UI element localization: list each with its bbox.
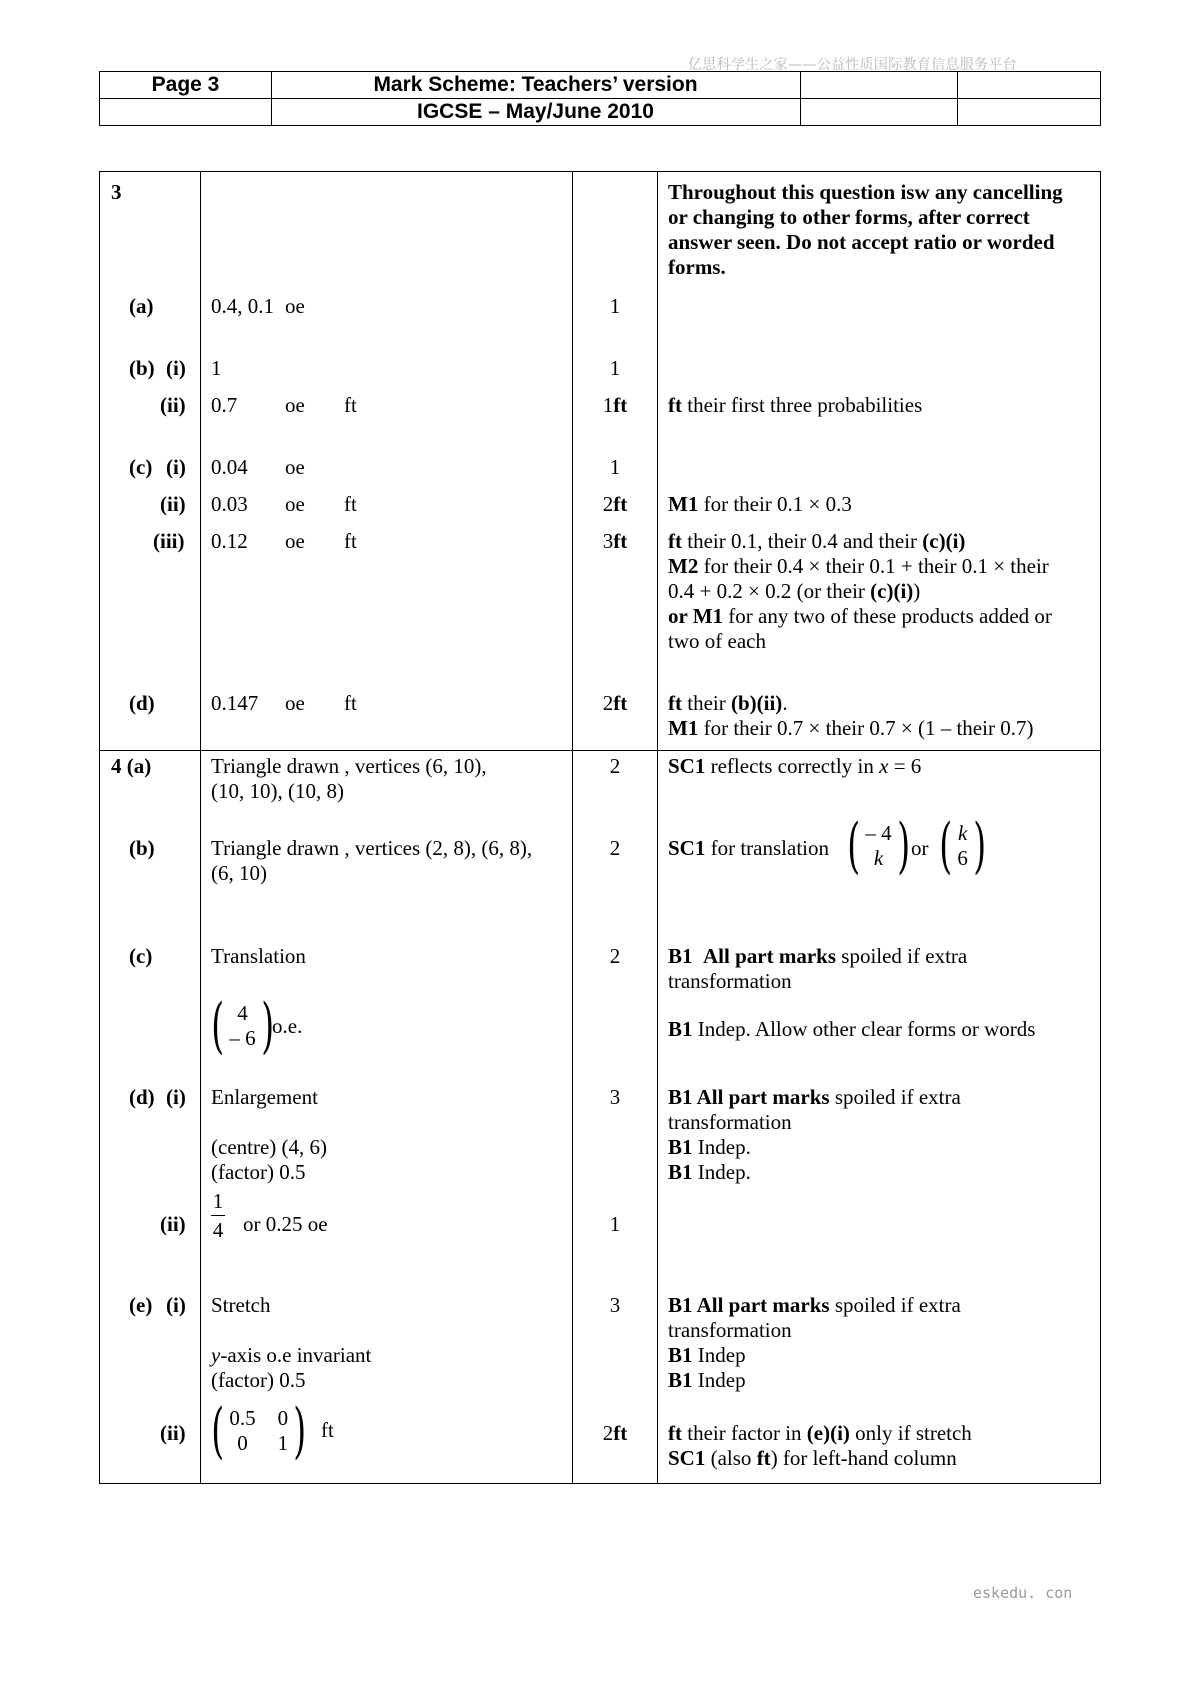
q4ei-answer: Stretch xyxy=(211,1293,271,1317)
q3ci-oe: oe xyxy=(285,455,305,479)
q3-note-line3: answer seen. Do not accept ratio or worded xyxy=(668,230,1055,254)
q4b-answer-2: (6, 10) xyxy=(211,861,267,885)
q3d-comment-2: M1 for their 0.7 × their 0.7 × (1 – their 0.7) xyxy=(668,716,1034,740)
q4b-vector-1: ( – 4 k ) xyxy=(847,811,910,881)
q4di-answer: Enlargement xyxy=(211,1085,318,1109)
q3ciii-comment-3: 0.4 + 0.2 × 0.2 (or their (c)(i)) xyxy=(668,579,921,603)
q4di-comment-3: B1 Indep. xyxy=(668,1135,751,1159)
mark-scheme-table xyxy=(99,171,1101,1484)
q4a-answer-1: Triangle drawn , vertices (6, 10), xyxy=(211,754,487,778)
q4b-comment: SC1 for translation xyxy=(668,836,829,860)
q4dii-fraction: 1 4 xyxy=(212,1189,224,1242)
q4c-comment-1: B1 All part marks spoiled if extra xyxy=(668,944,968,968)
header-table xyxy=(99,71,1101,126)
watermark-bottom: eskedu. con xyxy=(973,1584,1073,1602)
q4c-answer: Translation xyxy=(211,944,306,968)
q3bi-answer: 1 xyxy=(211,356,222,380)
q4di-comment-4: B1 Indep. xyxy=(668,1160,751,1184)
q4ei-comment-1: B1 All part marks spoiled if extra xyxy=(668,1293,961,1317)
q3a-mark: 1 xyxy=(609,294,621,318)
q4a-answer-2: (10, 10), (10, 8) xyxy=(211,779,344,803)
q4a-comment: SC1 reflects correctly in x = 6 xyxy=(668,754,922,778)
q3ciii-ft: ft xyxy=(344,529,357,553)
q3ciii-comment-2: M2 for their 0.4 × their 0.1 + their 0.1 × their xyxy=(668,554,1049,578)
q4dii-sub: (ii) xyxy=(160,1212,186,1236)
q3bii-answer: 0.7 xyxy=(211,393,238,417)
q3d-mark: 2ft xyxy=(602,691,628,715)
q4c-comment-2: transformation xyxy=(668,969,792,993)
q3-note-line2: or changing to other forms, after correct xyxy=(668,205,1030,229)
q4c-label: (c) xyxy=(129,944,153,968)
q4di-centre: (centre) (4, 6) xyxy=(211,1135,328,1159)
q3-note-line1: Throughout this question isw any cancelling xyxy=(668,180,1063,204)
q3ci-mark: 1 xyxy=(609,455,621,479)
q4di-comment-2: transformation xyxy=(668,1110,792,1134)
q4ei-factor: (factor) 0.5 xyxy=(211,1368,306,1392)
q4e-label: (e) xyxy=(129,1293,153,1317)
watermark-top: 亿思科学生之家——公益性质国际教育信息服务平台 xyxy=(688,57,1017,73)
page-number: Page 3 xyxy=(151,73,220,96)
q4c-vector: ( 4 – 6 ) xyxy=(211,991,274,1061)
q4b-mark: 2 xyxy=(609,836,621,860)
q4dii-answer: or 0.25 oe xyxy=(243,1212,328,1236)
q3bii-oe: oe xyxy=(285,393,305,417)
q3-number: 3 xyxy=(111,180,122,204)
q4ei-comment-3: B1 Indep xyxy=(668,1343,746,1367)
q4b-or: or xyxy=(911,836,929,860)
q4ei-axis: y-axis o.e invariant xyxy=(211,1343,372,1367)
q3a-oe: oe xyxy=(285,294,305,318)
q4di-mark: 3 xyxy=(609,1085,621,1109)
q3ciii-comment-4: or M1 for any two of these products added or xyxy=(668,604,1052,628)
q4c-vector-oe: o.e. xyxy=(272,1014,303,1038)
q4di-comment-1: B1 All part marks spoiled if extra xyxy=(668,1085,961,1109)
q3d-answer: 0.147 xyxy=(211,691,259,715)
q4eii-mark: 2ft xyxy=(602,1421,628,1445)
q3d-ft: ft xyxy=(344,691,357,715)
q3ciii-answer: 0.12 xyxy=(211,529,248,553)
q3a-answer: 0.4, 0.1 xyxy=(211,294,274,318)
q4b-label: (b) xyxy=(129,836,155,860)
q4ei-comment-4: B1 Indep xyxy=(668,1368,746,1392)
q3cii-sub: (ii) xyxy=(160,492,186,516)
q3cii-answer: 0.03 xyxy=(211,492,248,516)
q3ciii-comment-5: two of each xyxy=(668,629,766,653)
doc-title: Mark Scheme: Teachers’ version xyxy=(373,73,698,96)
q4eii-ft: ft xyxy=(321,1418,334,1442)
q4a-label: 4 (a) xyxy=(111,754,152,778)
q4ei-mark: 3 xyxy=(609,1293,621,1317)
q3bii-comment: ft their first three probabilities xyxy=(668,393,923,417)
q4c-mark: 2 xyxy=(609,944,621,968)
q4d-label: (d) xyxy=(129,1085,155,1109)
exam-title: IGCSE – May/June 2010 xyxy=(417,99,654,123)
q4di-sub: (i) xyxy=(166,1085,186,1109)
q3d-label: (d) xyxy=(129,691,155,715)
q3bii-mark: 1ft xyxy=(602,393,628,417)
q3ciii-mark: 3ft xyxy=(602,529,628,553)
q3cii-ft: ft xyxy=(344,492,357,516)
q3bii-sub: (ii) xyxy=(160,393,186,417)
q3bi-mark: 1 xyxy=(609,356,621,380)
q4b-vector-2: ( k 6 ) xyxy=(939,811,987,881)
q4eii-matrix: ( 0.5 0 0 1 ) xyxy=(211,1396,307,1466)
q3ci-sub: (i) xyxy=(166,455,186,479)
q4dii-mark: 1 xyxy=(609,1212,621,1236)
q3cii-mark: 2ft xyxy=(602,492,628,516)
q4ei-comment-2: transformation xyxy=(668,1318,792,1342)
q4eii-sub: (ii) xyxy=(160,1421,186,1445)
q3-note-line4: forms. xyxy=(668,255,726,279)
q3d-comment-1: ft their (b)(ii). xyxy=(668,691,788,715)
q3c-label: (c) xyxy=(129,455,153,479)
q3bi-sub: (i) xyxy=(166,356,186,380)
q4b-answer-1: Triangle drawn , vertices (2, 8), (6, 8), xyxy=(211,836,533,860)
q4c-comment-3: B1 Indep. Allow other clear forms or words xyxy=(668,1017,1036,1041)
q4eii-comment-2: SC1 (also ft) for left-hand column xyxy=(668,1446,957,1470)
q3b-label: (b) xyxy=(129,356,155,380)
q3d-oe: oe xyxy=(285,691,305,715)
q4eii-comment-1: ft their factor in (e)(i) only if stretch xyxy=(668,1421,972,1445)
q3a-label: (a) xyxy=(129,294,154,318)
q3cii-comment: M1 for their 0.1 × 0.3 xyxy=(668,492,852,516)
q3ciii-comment-1: ft their 0.1, their 0.4 and their (c)(i) xyxy=(668,529,966,553)
q3ciii-sub: (iii) xyxy=(153,529,185,553)
q3ciii-oe: oe xyxy=(285,529,305,553)
q3ci-answer: 0.04 xyxy=(211,455,248,479)
q3bii-ft: ft xyxy=(344,393,357,417)
q3cii-oe: oe xyxy=(285,492,305,516)
q4di-factor: (factor) 0.5 xyxy=(211,1160,306,1184)
q4a-mark: 2 xyxy=(609,754,621,778)
q4ei-sub: (i) xyxy=(166,1293,186,1317)
